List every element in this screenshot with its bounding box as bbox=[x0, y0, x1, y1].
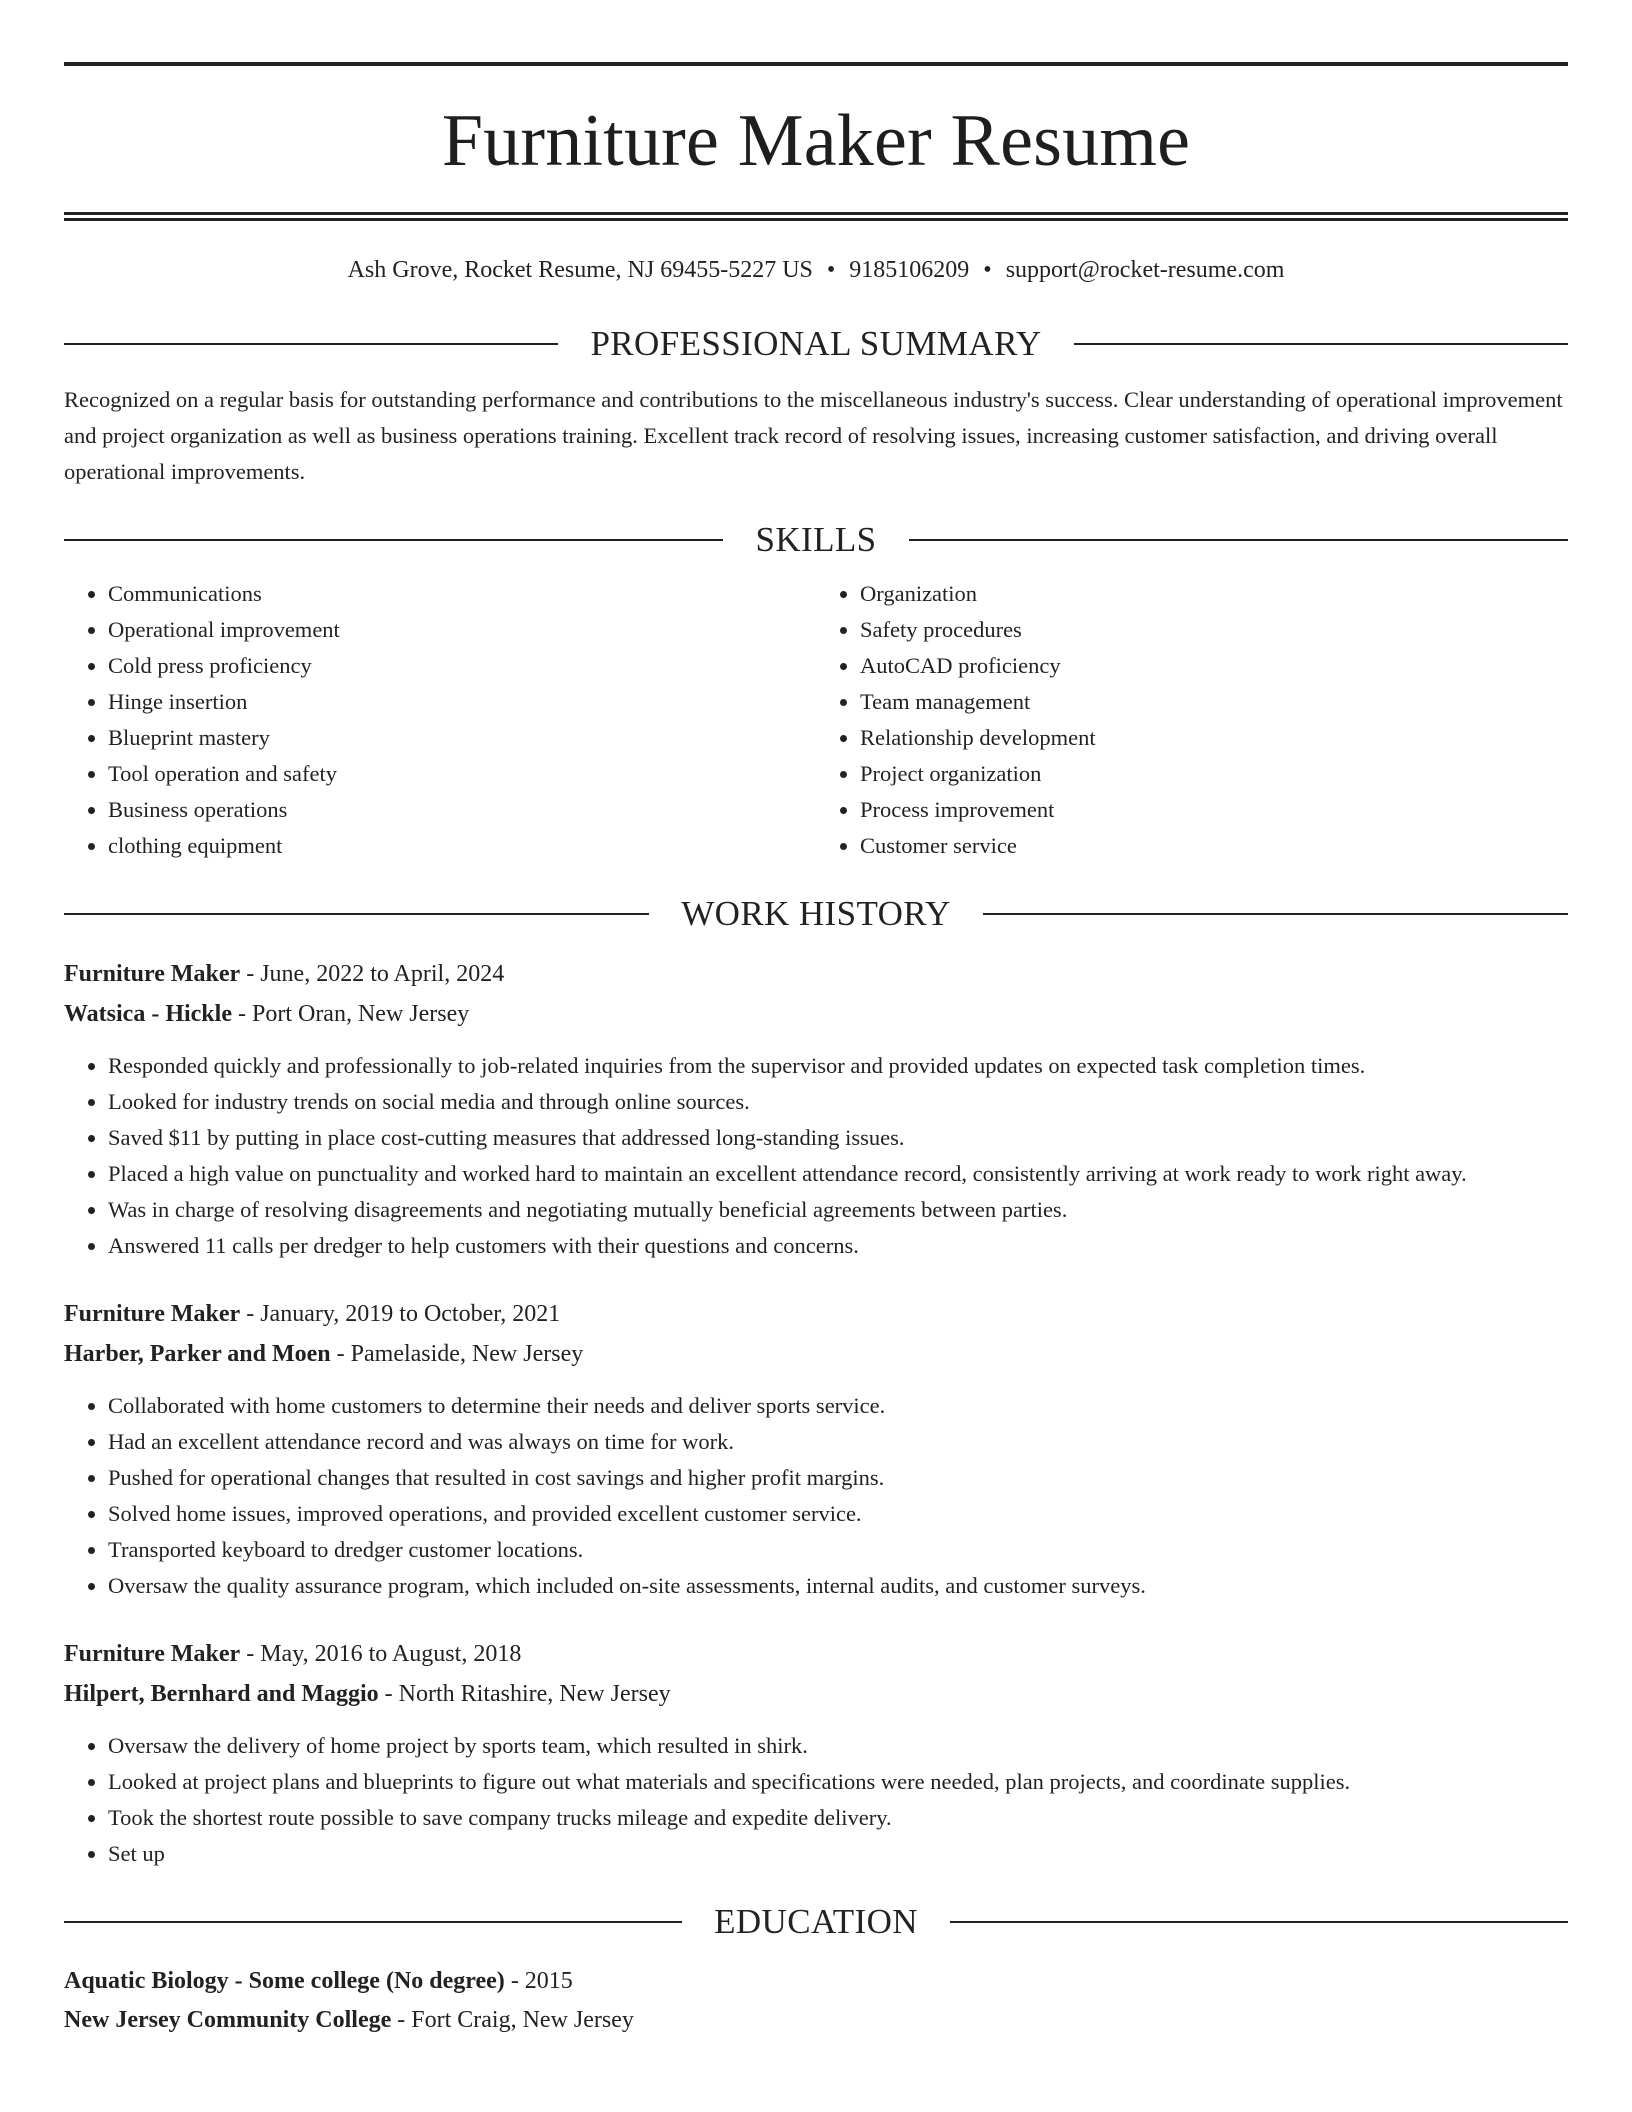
job-bullet: • Answered 11 calls per dredger to help customers with their questions and concerns. bbox=[108, 1228, 1568, 1264]
contact-separator: • bbox=[826, 257, 836, 283]
skill-item: • Safety procedures bbox=[860, 612, 1568, 648]
heading-rule bbox=[1074, 343, 1568, 345]
section-title: SKILLS bbox=[755, 520, 877, 559]
job-bullet: • Pushed for operational changes that resulted in cost savings and higher profit margins. bbox=[108, 1460, 1568, 1496]
education-degree: Aquatic Biology - Some college (No degree) bbox=[64, 1968, 505, 1994]
summary-text: Recognized on a regular basis for outstanding performance and contributions to the miscellaneous industry's success. Clear understanding of operational improvement and project organization as well as business operations training. Excellent track record of resolving issues, increasing customer satisfaction, and driving overall operational improvements. bbox=[64, 387, 1563, 484]
contact-email: support@rocket-resume.com bbox=[1005, 257, 1285, 283]
contact-address: Ash Grove, Rocket Resume, NJ 69455-5227 US bbox=[347, 257, 813, 283]
job-entry bbox=[64, 1634, 1568, 1872]
skill-item: • Organization bbox=[860, 576, 1568, 612]
heading-rule bbox=[950, 1921, 1568, 1923]
resume-title: Furniture Maker Resume bbox=[441, 100, 1191, 182]
job-company: Harber, Parker and Moen bbox=[64, 1341, 331, 1367]
job-bullet: • Oversaw the delivery of home project by sports team, which resulted in shirk. bbox=[108, 1728, 1568, 1764]
skill-item: • Relationship development bbox=[860, 720, 1568, 756]
skills-list bbox=[64, 576, 1568, 864]
heading-rule bbox=[64, 343, 558, 345]
job-bullet: • Responded quickly and professionally to job-related inquiries from the supervisor and provided updates on expected task completion times. bbox=[108, 1048, 1568, 1084]
heading-rule bbox=[64, 539, 723, 541]
job-company-line bbox=[64, 994, 1568, 1034]
job-title: Furniture Maker bbox=[64, 1301, 241, 1327]
job-title: Furniture Maker bbox=[64, 961, 241, 987]
job-bullet: • Solved home issues, improved operations, and provided excellent customer service. bbox=[108, 1496, 1568, 1532]
job-location: - Port Oran, New Jersey bbox=[231, 1001, 470, 1027]
skill-item: • Tool operation and safety bbox=[108, 756, 816, 792]
skill-item: • AutoCAD proficiency bbox=[860, 648, 1568, 684]
job-title: Furniture Maker bbox=[64, 1641, 241, 1667]
job-bullets bbox=[64, 1388, 1568, 1604]
job-bullets bbox=[64, 1728, 1568, 1872]
education-school-line bbox=[64, 2001, 1568, 2040]
skill-item: • Team management bbox=[860, 684, 1568, 720]
contact-line bbox=[64, 254, 1568, 286]
job-title-line bbox=[64, 1634, 1568, 1674]
job-bullet: • Was in charge of resolving disagreements and negotiating mutually beneficial agreements between parties. bbox=[108, 1192, 1568, 1228]
job-bullet: • Saved $11 by putting in place cost-cutting measures that addressed long-standing issues. bbox=[108, 1120, 1568, 1156]
education-degree-line bbox=[64, 1962, 1568, 2001]
job-bullet: • Oversaw the quality assurance program, which included on-site assessments, internal audits, and customer surveys. bbox=[108, 1568, 1568, 1604]
skill-item: • Process improvement bbox=[860, 792, 1568, 828]
job-company: Watsica - Hickle bbox=[64, 1001, 232, 1027]
skills-column-right bbox=[816, 576, 1568, 864]
job-bullet: • Looked for industry trends on social media and through online sources. bbox=[108, 1084, 1568, 1120]
job-location: - North Ritashire, New Jersey bbox=[378, 1681, 671, 1707]
section-title: EDUCATION bbox=[714, 1902, 918, 1941]
title-double-rule bbox=[64, 212, 1568, 221]
job-bullet: • Collaborated with home customers to determine their needs and deliver sports service. bbox=[108, 1388, 1568, 1424]
job-location: - Pamelaside, New Jersey bbox=[330, 1341, 584, 1367]
section-heading-summary bbox=[64, 324, 1568, 364]
job-bullet: • Looked at project plans and blueprints to figure out what materials and specifications were needed, plan projects, and coordinate supplies. bbox=[108, 1764, 1568, 1800]
job-bullet: • Took the shortest route possible to save company trucks mileage and expedite delivery. bbox=[108, 1800, 1568, 1836]
skills-column-left bbox=[64, 576, 816, 864]
job-dates: - January, 2019 to October, 2021 bbox=[240, 1301, 561, 1327]
job-title-line bbox=[64, 954, 1568, 994]
heading-rule bbox=[983, 913, 1568, 915]
education-school: New Jersey Community College bbox=[64, 2007, 392, 2033]
skill-item: • clothing equipment bbox=[108, 828, 816, 864]
skill-item: • Customer service bbox=[860, 828, 1568, 864]
section-heading-education bbox=[64, 1902, 1568, 1942]
heading-rule bbox=[64, 913, 649, 915]
job-bullets bbox=[64, 1048, 1568, 1264]
skill-item: • Business operations bbox=[108, 792, 816, 828]
top-rule bbox=[64, 62, 1568, 66]
skill-item: • Hinge insertion bbox=[108, 684, 816, 720]
job-dates: - June, 2022 to April, 2024 bbox=[240, 961, 505, 987]
section-heading-skills bbox=[64, 520, 1568, 560]
section-title: WORK HISTORY bbox=[681, 894, 951, 933]
skill-item: • Cold press proficiency bbox=[108, 648, 816, 684]
job-dates: - May, 2016 to August, 2018 bbox=[240, 1641, 522, 1667]
job-entry bbox=[64, 1294, 1568, 1604]
contact-phone: 9185106209 bbox=[849, 257, 970, 283]
education-location: - Fort Craig, New Jersey bbox=[391, 2007, 634, 2033]
job-entry bbox=[64, 954, 1568, 1264]
skill-item: • Operational improvement bbox=[108, 612, 816, 648]
job-bullet: • Set up bbox=[108, 1836, 1568, 1872]
job-company: Hilpert, Bernhard and Maggio bbox=[64, 1681, 379, 1707]
section-title: PROFESSIONAL SUMMARY bbox=[590, 324, 1042, 363]
job-company-line bbox=[64, 1334, 1568, 1374]
skill-item: • Project organization bbox=[860, 756, 1568, 792]
heading-rule bbox=[64, 1921, 682, 1923]
job-title-line bbox=[64, 1294, 1568, 1334]
education-entry bbox=[64, 1962, 1568, 2040]
education-year: - 2015 bbox=[504, 1968, 573, 1994]
job-company-line bbox=[64, 1674, 1568, 1714]
skill-item: • Blueprint mastery bbox=[108, 720, 816, 756]
job-bullet: • Placed a high value on punctuality and worked hard to maintain an excellent attendance record, consistently arriving at work ready to work right away. bbox=[108, 1156, 1568, 1192]
heading-rule bbox=[909, 539, 1568, 541]
job-bullet: • Had an excellent attendance record and was always on time for work. bbox=[108, 1424, 1568, 1460]
skill-item: • Communications bbox=[108, 576, 816, 612]
contact-separator: • bbox=[983, 257, 992, 283]
job-bullet: • Transported keyboard to dredger customer locations. bbox=[108, 1532, 1568, 1568]
section-heading-work bbox=[64, 894, 1568, 934]
